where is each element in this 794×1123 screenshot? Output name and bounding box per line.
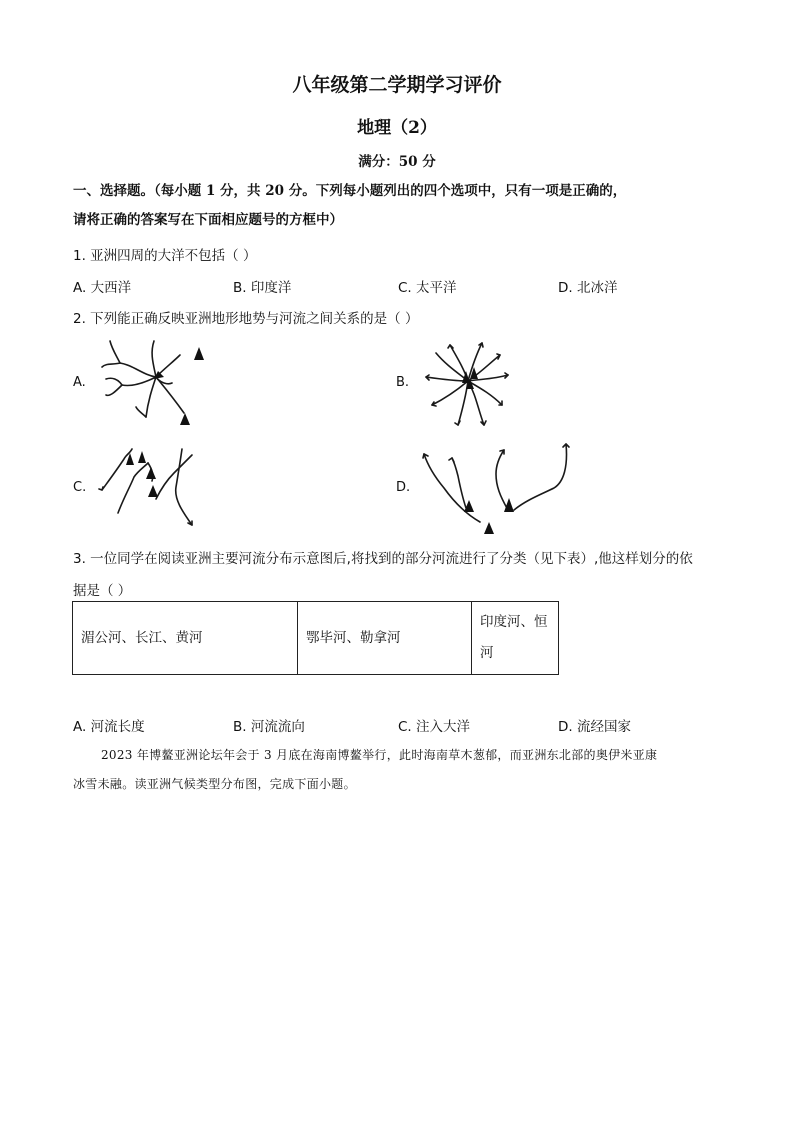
reading-passage xyxy=(73,741,723,799)
q3-option-b[interactable]: B. 河流流向 xyxy=(233,719,305,735)
section-instructions xyxy=(73,177,733,235)
q3-option-a[interactable]: A. 河流长度 xyxy=(73,719,145,735)
q2-option-a-river-map xyxy=(98,335,208,427)
q1-option-c[interactable]: C. 太平洋 xyxy=(398,280,457,296)
q2-option-b-label[interactable]: B. xyxy=(396,375,410,390)
q2-option-d-label[interactable]: D. xyxy=(396,480,411,495)
table-cell-group-2: 鄂毕河、勒拿河 xyxy=(298,602,472,675)
question-3-stem-line-2: 据是（ ） xyxy=(73,583,132,599)
table-row xyxy=(73,602,559,675)
page-title: 八年级第二学期学习评价 xyxy=(292,74,502,96)
table-cell-group-1: 湄公河、长江、黄河 xyxy=(73,602,298,675)
q1-option-a[interactable]: A. 大西洋 xyxy=(73,280,132,296)
question-2-stem: 2. 下列能正确反映亚洲地形地势与河流之间关系的是（ ） xyxy=(73,311,419,327)
section-line-2: 请将正确的答案写在下面相应题号的方框中） xyxy=(73,212,343,228)
q3-option-c[interactable]: C. 注入大洋 xyxy=(398,719,471,735)
q2-option-b-river-map xyxy=(420,333,520,433)
score-note: 满分：50 分 xyxy=(358,154,436,170)
q1-option-d[interactable]: D. 北冰洋 xyxy=(558,280,618,296)
q3-option-d[interactable]: D. 流经国家 xyxy=(558,719,631,735)
question-3-stem-line-1: 3. 一位同学在阅读亚洲主要河流分布示意图后,将找到的部分河流进行了分类（见下表）,他这样划分的依 xyxy=(73,551,693,567)
table-cell-group-3-line-2: 河 xyxy=(480,645,494,661)
passage-line-2: 冰雪未融。读亚洲气候类型分布图，完成下面小题。 xyxy=(73,777,356,791)
q2-option-d-river-map xyxy=(418,436,583,536)
passage-line-1: 2023 年博鳌亚洲论坛年会于 3 月底在海南博鳌举行，此时海南草木葱郁，而亚洲东北部的奥伊米亚康 xyxy=(101,748,658,762)
table-cell-group-3 xyxy=(472,602,559,675)
river-classification-table xyxy=(72,601,559,675)
q2-option-a-label[interactable]: A. xyxy=(73,375,86,390)
q1-option-b[interactable]: B. 印度洋 xyxy=(233,280,292,296)
q2-option-c-label[interactable]: C. xyxy=(73,480,87,495)
subject-subtitle: 地理（2） xyxy=(357,118,437,138)
table-cell-group-3-line-1: 印度河、恒 xyxy=(480,614,548,630)
q2-option-c-river-map xyxy=(96,445,206,535)
question-1-stem: 1. 亚洲四周的大洋不包括（ ） xyxy=(73,248,257,264)
section-line-1: 一、选择题。（每小题 1 分，共 20 分。下列每小题列出的四个选项中，只有一项是正确的， xyxy=(73,183,627,199)
